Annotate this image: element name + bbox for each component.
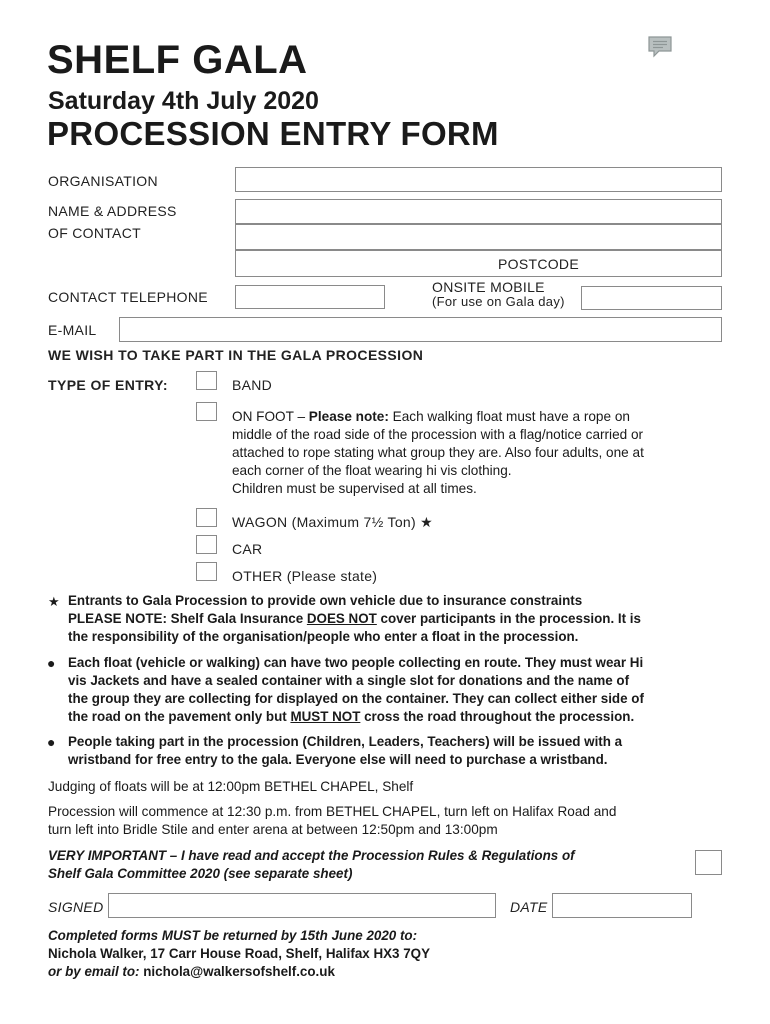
type-of-entry-label: TYPE OF ENTRY: [48, 377, 168, 393]
organisation-label: ORGANISATION [48, 173, 158, 189]
name-address-label: NAME & ADDRESS [48, 203, 177, 219]
email-field[interactable] [119, 317, 722, 342]
important-declaration-1: VERY IMPORTANT – I have read and accept the Procession Rules & Regulations of [48, 848, 575, 863]
other-checkbox[interactable] [196, 562, 217, 581]
onsite-mobile-label: ONSITE MOBILE [432, 279, 545, 295]
onsite-mobile-note: (For use on Gala day) [432, 294, 565, 309]
insurance-note-3: the responsibility of the organisation/people who enter a float in the procession. [68, 629, 579, 644]
address-field-line-1[interactable] [235, 199, 722, 224]
procession-info-2: turn left into Bridle Stile and enter arena at between 12:50pm and 13:00pm [48, 822, 498, 837]
collecting-note-4b: cross the road throughout the procession. [360, 709, 635, 724]
comment-icon[interactable] [647, 35, 673, 64]
procession-info [48, 803, 616, 839]
car-checkbox[interactable] [196, 535, 217, 554]
star-bullet: ★ [48, 594, 60, 609]
judging-info: Judging of floats will be at 12:00pm BETHEL CHAPEL, Shelf [48, 779, 414, 794]
return-email[interactable]: nichola@walkersofshelf.co.uk [143, 964, 335, 979]
insurance-note-does-not: DOES NOT [306, 611, 377, 626]
onsite-mobile-field[interactable] [581, 286, 722, 310]
return-email-prefix: or by email to: [48, 964, 144, 979]
important-declaration [48, 847, 575, 883]
insurance-note-2b: cover participants in the procession. It is [376, 611, 641, 626]
important-declaration-2: Shelf Gala Committee 2020 (see separate sheet) [48, 866, 353, 881]
form-title: PROCESSION ENTRY FORM [47, 115, 499, 152]
name-address-label-2: OF CONTACT [48, 225, 141, 241]
on-foot-text-5: Children must be supervised at all times. [232, 481, 477, 496]
postcode-label: POSTCODE [498, 256, 579, 272]
dot-bullet-1: ● [47, 655, 56, 671]
signed-label: SIGNED [48, 899, 104, 915]
on-foot-description [232, 408, 732, 498]
email-label: E-MAIL [48, 322, 97, 338]
signature-field[interactable] [108, 893, 496, 918]
contact-telephone-label: CONTACT TELEPHONE [48, 289, 208, 305]
band-label: BAND [232, 377, 273, 393]
on-foot-text-4: each corner of the float wearing hi vis clothing. [232, 463, 512, 478]
insurance-note [68, 592, 748, 646]
dot-bullet-2: ● [47, 734, 56, 750]
on-foot-text-3: attached to rope stating what group they are. Also four adults, one at [232, 445, 644, 460]
page-title: SHELF GALA [47, 38, 308, 82]
collecting-note-must-not: MUST NOT [290, 709, 361, 724]
other-label: OTHER (Please state) [232, 568, 378, 584]
wristband-note-2: wristband for free entry to the gala. Everyone else will need to purchase a wristband. [68, 752, 608, 767]
procession-info-1: Procession will commence at 12:30 p.m. from BETHEL CHAPEL, turn left on Halifax Road and [48, 804, 617, 819]
return-deadline: Completed forms MUST be returned by 15th June 2020 to: [48, 928, 418, 943]
please-note-label: Please note: [308, 409, 389, 424]
band-checkbox[interactable] [196, 371, 217, 390]
date-label: DATE [510, 899, 548, 915]
insurance-note-2a: PLEASE NOTE: Shelf Gala Insurance [68, 611, 307, 626]
on-foot-text-2: middle of the road side of the procession with a flag/notice carried or [232, 427, 644, 442]
event-date: Saturday 4th July 2020 [48, 87, 319, 115]
wagon-label: WAGON (Maximum 7½ Ton) ★ [232, 514, 434, 530]
contact-telephone-field[interactable] [235, 285, 385, 309]
collecting-note [68, 654, 748, 726]
return-instructions [48, 927, 430, 981]
wagon-checkbox[interactable] [196, 508, 217, 527]
insurance-note-1: Entrants to Gala Procession to provide own vehicle due to insurance constraints [68, 593, 583, 608]
postcode-field[interactable] [235, 250, 722, 277]
return-address: Nichola Walker, 17 Carr House Road, Shelf, Halifax HX3 7QY [48, 946, 431, 961]
date-field[interactable] [552, 893, 692, 918]
on-foot-checkbox[interactable] [196, 402, 217, 421]
on-foot-label: ON FOOT – [232, 409, 309, 424]
collecting-note-1: Each float (vehicle or walking) can have two people collecting en route. They must wear Hi [68, 655, 644, 670]
collecting-note-3: the group they are collecting for displayed on the container. They can collect either side of [68, 691, 644, 706]
collecting-note-4a: the road on the pavement only but [68, 709, 291, 724]
accept-rules-checkbox[interactable] [695, 850, 722, 875]
procession-heading: WE WISH TO TAKE PART IN THE GALA PROCESSION [48, 347, 424, 363]
on-foot-text-1: Each walking float must have a rope on [388, 409, 630, 424]
organisation-field[interactable] [235, 167, 722, 192]
car-label: CAR [232, 541, 263, 557]
wristband-note-1: People taking part in the procession (Children, Leaders, Teachers) will be issued with a [68, 734, 623, 749]
collecting-note-2: vis Jackets and have a sealed container with a single slot for donations and the name of [68, 673, 630, 688]
wristband-note [68, 733, 748, 769]
address-field-line-2[interactable] [235, 224, 722, 250]
